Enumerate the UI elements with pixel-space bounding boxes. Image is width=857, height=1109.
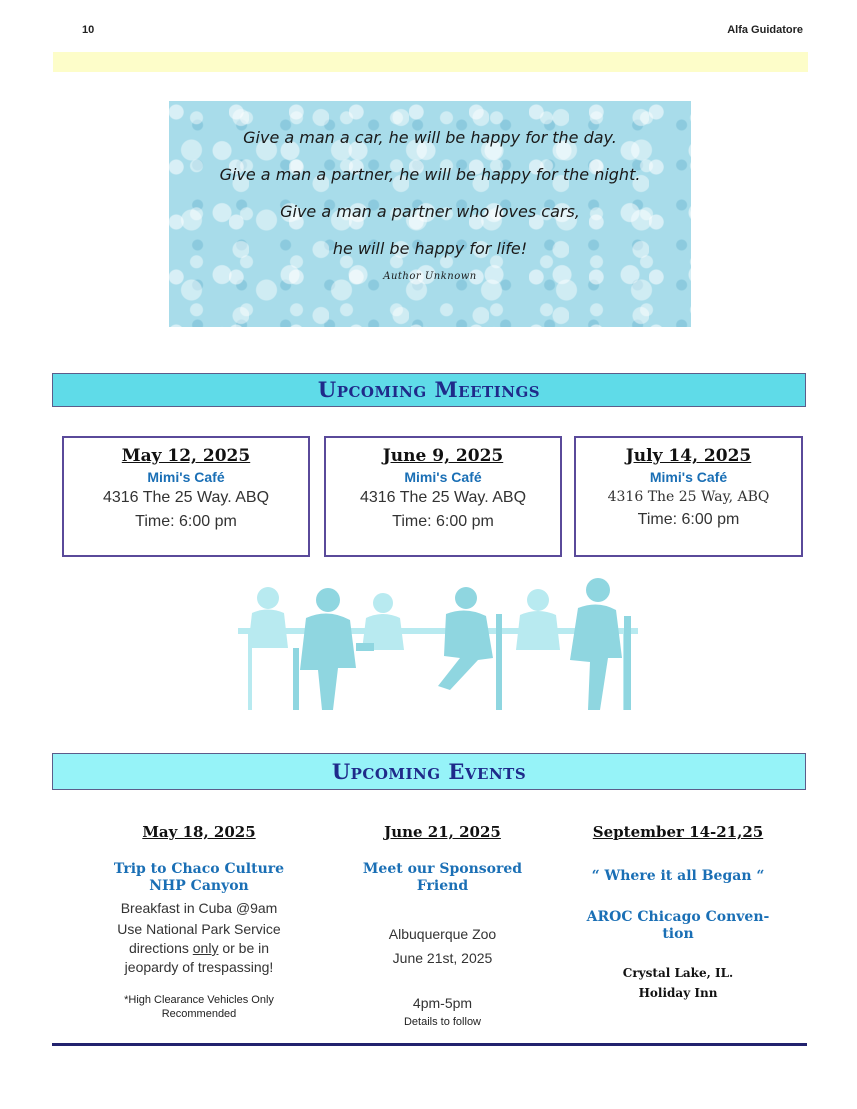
- event-date: September 14-21,25: [592, 823, 764, 841]
- event-date: June 21, 2025: [384, 823, 501, 841]
- event-text-part: or be in: [218, 940, 270, 956]
- event-text: [90, 939, 308, 958]
- upcoming-events-heading: Upcoming Events: [52, 753, 806, 790]
- event-title: NHP Canyon: [149, 878, 249, 894]
- event-text: June 21st, 2025: [392, 950, 493, 966]
- meeting-time: Time: 6:00 pm: [392, 513, 494, 530]
- event-tagline: “ Where it all Began “: [591, 868, 765, 884]
- event-text: Albuquerque Zoo: [388, 926, 497, 942]
- event-note: Recommended: [161, 1008, 237, 1020]
- event-title: Friend: [416, 878, 469, 894]
- meeting-address: 4316 The 25 Way. ABQ: [359, 489, 527, 506]
- event-note: *High Clearance Vehicles Only: [124, 994, 274, 1006]
- quote-box: [169, 101, 691, 327]
- event-hotel: Holiday Inn: [638, 986, 718, 1000]
- meeting-date: July 14, 2025: [625, 446, 752, 466]
- footer-divider: [52, 1043, 807, 1046]
- event-title: Meet our Sponsored: [362, 861, 523, 877]
- event-column: [90, 823, 308, 1021]
- meeting-date: May 12, 2025: [121, 446, 251, 466]
- event-text: Breakfast in Cuba @9am: [120, 900, 278, 916]
- event-text: Use National Park Service: [117, 921, 281, 937]
- quote-line: Give a man a car, he will be happy for the day.: [243, 128, 617, 147]
- event-location: Crystal Lake, IL.: [622, 966, 734, 980]
- page-number: 10: [82, 24, 95, 36]
- meeting-venue: Mimi's Café: [404, 469, 482, 485]
- meeting-address: 4316 The 25 Way, ABQ: [607, 489, 770, 505]
- event-column: [572, 823, 784, 1003]
- meeting-card: [62, 436, 310, 557]
- meeting-venue: Mimi's Café: [147, 469, 225, 485]
- header-band: [53, 52, 808, 72]
- event-title: tion: [662, 926, 694, 942]
- meeting-card: [324, 436, 562, 557]
- publication-name: Alfa Guidatore: [727, 24, 803, 36]
- event-text-emphasis: only: [192, 940, 219, 956]
- quote-author: Author Unknown: [383, 271, 477, 282]
- meeting-time: Time: 6:00 pm: [637, 511, 740, 528]
- meeting-venue: Mimi's Café: [649, 469, 728, 485]
- quote-line: Give a man a partner who loves cars,: [280, 202, 580, 221]
- event-text-part: directions: [128, 940, 193, 956]
- quote-line: he will be happy for life!: [332, 239, 528, 258]
- quote-line: Give a man a partner, he will be happy for the night.: [219, 165, 641, 184]
- event-title: Trip to Chaco Culture: [113, 861, 285, 877]
- meeting-date: June 9, 2025: [382, 446, 504, 466]
- event-text: jeopardy of trespassing!: [124, 959, 274, 975]
- event-column: [345, 823, 540, 1029]
- upcoming-meetings-heading: Upcoming Meetings: [52, 373, 806, 407]
- event-date: May 18, 2025: [142, 823, 256, 841]
- meeting-card: [574, 436, 803, 557]
- meeting-time: Time: 6:00 pm: [135, 513, 237, 530]
- event-note: Details to follow: [403, 1016, 482, 1028]
- event-text: 4pm-5pm: [412, 995, 473, 1011]
- meeting-silhouette-illustration: [238, 578, 638, 713]
- event-title: AROC Chicago Conven-: [586, 909, 770, 925]
- meeting-address: 4316 The 25 Way. ABQ: [102, 489, 270, 506]
